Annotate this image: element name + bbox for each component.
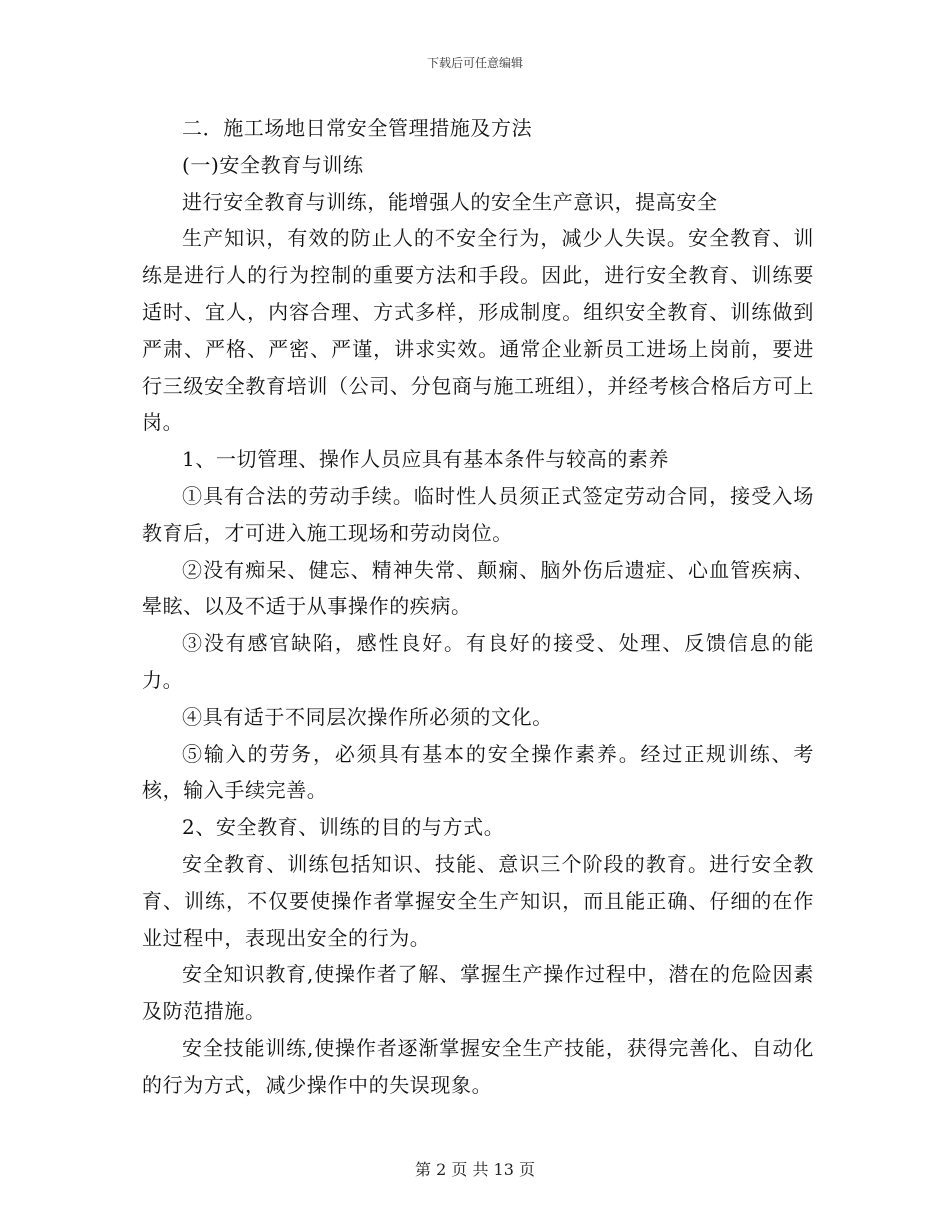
list-item: ④具有适于不同层次操作所必须的文化。 [182,704,553,729]
list-item: ①具有合法的劳动手续。临时性人员须正式签定劳动合同，接受入场教育后，才可进入施工现场和劳动岗位。 [142,483,814,545]
list-item: ⑤输入的劳务，必须具有基本的安全操作素养。经过正规训练、考核，输入手续完善。 [142,741,814,803]
document-body [142,110,814,1104]
list-item: ③没有感官缺陷，感性良好。有良好的接受、处理、反馈信息的能力。 [142,631,814,692]
page-header-note: 下载后可任意编辑 [426,56,523,70]
subsection-heading: (一)安全教育与训练 [182,152,364,177]
paragraph: 安全教育、训练包括知识、技能、意识三个阶段的教育。进行安全教育、训练，不仅要使操作者掌握安全生产知识，而且能正确、仔细的在作业过程中，表现出安全的行为。 [142,851,814,950]
section-heading: 二．施工场地日常安全管理措施及方法 [182,116,533,140]
paragraph: 安全知识教育,使操作者了解、掌握生产操作过程中，潜在的危险因素及防范措施。 [142,962,814,1024]
paragraph: 安全技能训练,使操作者逐渐掌握安全生产技能，获得完善化、自动化的行为方式，减少操作中的失误现象。 [142,1035,814,1097]
list-item: ②没有痴呆、健忘、精神失常、颠痫、脑外伤后遗症、心血管疾病、晕眩、以及不适于从事操作的疾病。 [142,557,814,619]
paragraph: 生产知识，有效的防止人的不安全行为，减少人失误。安全教育、训练是进行人的行为控制的重要方法和手段。因此，进行安全教育、训练要适时、宜人，内容合理、方式多样，形成制度。组织安全教育、训练做到严肃、严格、严密、严谨，讲求实效。通常企业新员工进场上岗前，要进行三级安全教育培训（公司、分包商与施工班组），并经考核合格后方可上岗。 [142,226,814,435]
numbered-heading: 2、安全教育、训练的目的与方式。 [182,815,505,840]
paragraph: 进行安全教育与训练，能增强人的安全生产意识，提高安全 [182,189,718,214]
numbered-heading: 1、一切管理、操作人员应具有基本条件与较高的素养 [182,447,670,472]
page-footer: 第 2 页 共 13 页 [415,1160,535,1179]
